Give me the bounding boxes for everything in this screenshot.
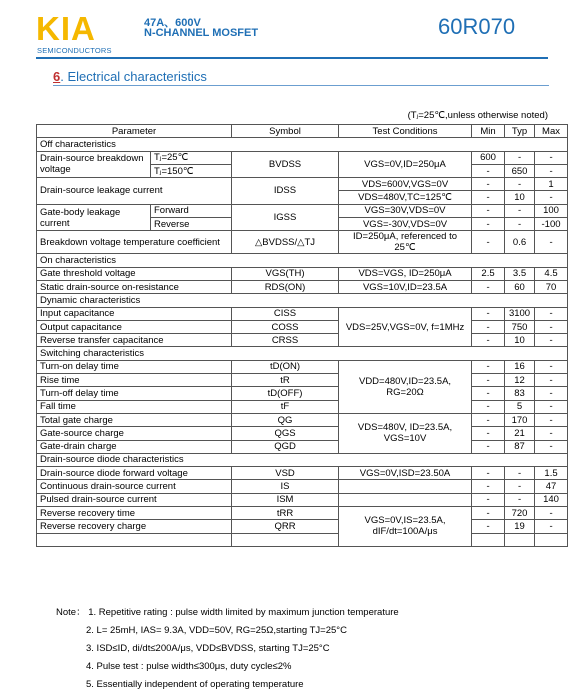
- max-value: -: [535, 427, 568, 440]
- note-item: [56, 640, 399, 658]
- min-value: -: [472, 334, 505, 347]
- param-name: Input capacitance: [37, 307, 232, 320]
- symbol: IS: [232, 480, 339, 493]
- electrical-characteristics-table: [36, 124, 568, 547]
- test-condition: VDS=480V,TC=125℃: [339, 191, 472, 204]
- table-row: [37, 427, 568, 440]
- symbol: QG: [232, 413, 339, 426]
- section-rule: [53, 85, 549, 86]
- max-value: -: [535, 307, 568, 320]
- min-value: -: [472, 178, 505, 191]
- max-value: -: [535, 334, 568, 347]
- min-value: -: [472, 413, 505, 426]
- typ-value: 750: [505, 320, 535, 333]
- col-header-parameter: Parameter: [37, 125, 232, 138]
- section-number: 6: [53, 69, 61, 84]
- table-row: [37, 204, 568, 217]
- typ-value: 170: [505, 413, 535, 426]
- table-row: [37, 440, 568, 453]
- table-row: [37, 307, 568, 320]
- param-name: Turn-off delay time: [37, 387, 232, 400]
- typ-value: 3100: [505, 307, 535, 320]
- test-condition: VGS=-30V,VDS=0V: [339, 218, 472, 231]
- empty-cell: [232, 533, 339, 546]
- section-row: [37, 347, 568, 360]
- symbol: QGS: [232, 427, 339, 440]
- section-row: [37, 254, 568, 267]
- typ-value: -: [505, 467, 535, 480]
- symbol: IDSS: [232, 178, 339, 205]
- param-name: Gate-source charge: [37, 427, 232, 440]
- typ-value: -: [505, 480, 535, 493]
- typ-value: 10: [505, 191, 535, 204]
- min-value: -: [472, 360, 505, 373]
- param-name: Static drain-source on-resistance: [37, 280, 232, 293]
- note-text: 5. Essentially independent of operating temperature: [86, 679, 304, 690]
- notes-block: [56, 604, 399, 694]
- min-value: 2.5: [472, 267, 505, 280]
- max-value: 1.5: [535, 467, 568, 480]
- typ-value: 60: [505, 280, 535, 293]
- symbol: CRSS: [232, 334, 339, 347]
- param-name: Gate-body leakage current: [37, 204, 151, 231]
- table-row: [37, 507, 568, 520]
- section-heading: [53, 69, 207, 84]
- symbol: QGD: [232, 440, 339, 453]
- max-value: -: [535, 320, 568, 333]
- col-header-symbol: Symbol: [232, 125, 339, 138]
- section-title: Off characteristics: [37, 138, 568, 151]
- max-value: 4.5: [535, 267, 568, 280]
- symbol: tF: [232, 400, 339, 413]
- test-condition: VGS=10V,ID=23.5A: [339, 280, 472, 293]
- section-title: Switching characteristics: [37, 347, 568, 360]
- typ-value: -: [505, 218, 535, 231]
- conditions-note: (Tⱼ=25℃,unless otherwise noted): [407, 110, 548, 121]
- param-name: Gate-drain charge: [37, 440, 232, 453]
- table-row: [37, 387, 568, 400]
- test-condition: VGS=0V,IS=23.5A, dIF/dt=100A/μs: [339, 507, 472, 547]
- sub-condition: Tⱼ=25℃: [151, 151, 232, 164]
- min-value: -: [472, 374, 505, 387]
- min-value: -: [472, 218, 505, 231]
- section-title: Dynamic characteristics: [37, 294, 568, 307]
- typ-value: -: [505, 204, 535, 217]
- table-row: [37, 320, 568, 333]
- part-number: 60R070: [438, 14, 516, 39]
- symbol: CISS: [232, 307, 339, 320]
- typ-value: 83: [505, 387, 535, 400]
- table-row: [37, 178, 568, 191]
- param-name: Continuous drain-source current: [37, 480, 232, 493]
- col-header-min: Min: [472, 125, 505, 138]
- symbol: COSS: [232, 320, 339, 333]
- blank-row: [37, 533, 568, 546]
- param-name: Drain-source breakdown voltage: [37, 151, 151, 178]
- min-value: -: [472, 307, 505, 320]
- col-header-typ: Typ: [505, 125, 535, 138]
- max-value: 100: [535, 204, 568, 217]
- min-value: -: [472, 280, 505, 293]
- table-row: [37, 400, 568, 413]
- param-name: Total gate charge: [37, 413, 232, 426]
- typ-value: -: [505, 151, 535, 164]
- symbol: tD(ON): [232, 360, 339, 373]
- symbol: VSD: [232, 467, 339, 480]
- note-text: 1. Repetitive rating : pulse width limited by maximum junction temperature: [88, 607, 399, 618]
- max-value: -: [535, 400, 568, 413]
- typ-value: 21: [505, 427, 535, 440]
- min-value: -: [472, 320, 505, 333]
- symbol: VGS(TH): [232, 267, 339, 280]
- section-title: . Electrical characteristics: [60, 69, 207, 84]
- symbol: ISM: [232, 493, 339, 506]
- param-name: Reverse recovery charge: [37, 520, 232, 533]
- test-condition: VGS=0V,ID=250μA: [339, 151, 472, 178]
- section-row: [37, 453, 568, 466]
- note-item: [56, 604, 399, 622]
- table-header-row: [37, 125, 568, 138]
- max-value: -: [535, 151, 568, 164]
- test-condition: VDS=480V, ID=23.5A, VGS=10V: [339, 413, 472, 453]
- note-item: [56, 622, 399, 640]
- table-row: [37, 480, 568, 493]
- symbol: tRR: [232, 507, 339, 520]
- test-condition: VGS=0V,ISD=23.50A: [339, 467, 472, 480]
- min-value: -: [472, 493, 505, 506]
- max-value: 140: [535, 493, 568, 506]
- section-title: Drain-source diode characteristics: [37, 453, 568, 466]
- test-condition: VDD=480V,ID=23.5A, RG=20Ω: [339, 360, 472, 413]
- kia-logo: KIA: [36, 10, 96, 47]
- min-value: -: [472, 507, 505, 520]
- param-name: Reverse transfer capacitance: [37, 334, 232, 347]
- col-header-test-conditions: Test Conditions: [339, 125, 472, 138]
- min-value: -: [472, 204, 505, 217]
- max-value: 1: [535, 178, 568, 191]
- param-name: Fall time: [37, 400, 232, 413]
- table-row: [37, 280, 568, 293]
- symbol: △BVDSS/△TJ: [232, 231, 339, 254]
- max-value: -: [535, 231, 568, 254]
- max-value: -: [535, 191, 568, 204]
- section-title: On characteristics: [37, 254, 568, 267]
- typ-value: 19: [505, 520, 535, 533]
- table-row: [37, 231, 568, 254]
- device-rating: 47A、600V: [144, 17, 201, 29]
- param-name: Drain-source diode forward voltage: [37, 467, 232, 480]
- max-value: -: [535, 360, 568, 373]
- param-name: Pulsed drain-source current: [37, 493, 232, 506]
- min-value: -: [472, 164, 505, 177]
- typ-value: 5: [505, 400, 535, 413]
- max-value: -: [535, 413, 568, 426]
- symbol: BVDSS: [232, 151, 339, 178]
- min-value: -: [472, 427, 505, 440]
- note-item: [56, 676, 399, 694]
- param-name: Reverse recovery time: [37, 507, 232, 520]
- max-value: -: [535, 507, 568, 520]
- logo-subtitle: SEMICONDUCTORS: [37, 46, 112, 55]
- table-row: [37, 374, 568, 387]
- max-value: -: [535, 164, 568, 177]
- table-row: [37, 520, 568, 533]
- table-row: [37, 267, 568, 280]
- empty-cell: [472, 533, 505, 546]
- min-value: -: [472, 480, 505, 493]
- symbol: QRR: [232, 520, 339, 533]
- sub-condition: Reverse: [151, 218, 232, 231]
- note-item: [56, 658, 399, 676]
- test-condition: VDS=VGS, ID=250μA: [339, 267, 472, 280]
- min-value: -: [472, 400, 505, 413]
- min-value: -: [472, 520, 505, 533]
- table-row: [37, 467, 568, 480]
- typ-value: 650: [505, 164, 535, 177]
- test-condition: [339, 480, 472, 493]
- max-value: -100: [535, 218, 568, 231]
- table-row: [37, 151, 568, 164]
- empty-cell: [535, 533, 568, 546]
- symbol: tD(OFF): [232, 387, 339, 400]
- note-label: Note：: [56, 607, 86, 618]
- max-value: 70: [535, 280, 568, 293]
- typ-value: 720: [505, 507, 535, 520]
- table-row: [37, 413, 568, 426]
- max-value: -: [535, 440, 568, 453]
- min-value: -: [472, 191, 505, 204]
- typ-value: 16: [505, 360, 535, 373]
- test-condition: [339, 493, 472, 506]
- typ-value: -: [505, 178, 535, 191]
- min-value: -: [472, 231, 505, 254]
- min-value: -: [472, 467, 505, 480]
- note-text: 2. L= 25mH, IAS= 9.3A, VDD=50V, RG=25Ω,starting TJ=25°C: [86, 625, 347, 636]
- param-name: Output capacitance: [37, 320, 232, 333]
- test-condition: VDS=600V,VGS=0V: [339, 178, 472, 191]
- typ-value: 12: [505, 374, 535, 387]
- min-value: 600: [472, 151, 505, 164]
- test-condition: VDS=25V,VGS=0V, f=1MHz: [339, 307, 472, 347]
- max-value: 47: [535, 480, 568, 493]
- typ-value: -: [505, 493, 535, 506]
- min-value: -: [472, 387, 505, 400]
- empty-cell: [37, 533, 232, 546]
- sub-condition: Forward: [151, 204, 232, 217]
- header-rule: [36, 57, 548, 59]
- device-type: N-CHANNEL MOSFET: [144, 27, 259, 39]
- symbol: tR: [232, 374, 339, 387]
- typ-value: 87: [505, 440, 535, 453]
- param-name: Gate threshold voltage: [37, 267, 232, 280]
- max-value: -: [535, 520, 568, 533]
- param-name: Breakdown voltage temperature coefficient: [37, 231, 232, 254]
- section-row: [37, 138, 568, 151]
- test-condition: ID=250μA, referenced to 25℃: [339, 231, 472, 254]
- typ-value: 10: [505, 334, 535, 347]
- param-name: Rise time: [37, 374, 232, 387]
- typ-value: 0.6: [505, 231, 535, 254]
- table-row: [37, 360, 568, 373]
- section-row: [37, 294, 568, 307]
- max-value: -: [535, 387, 568, 400]
- note-text: 4. Pulse test : pulse width≤300μs, duty cycle≤2%: [86, 661, 292, 672]
- symbol: RDS(ON): [232, 280, 339, 293]
- param-name: Turn-on delay time: [37, 360, 232, 373]
- table-row: [37, 493, 568, 506]
- table-row: [37, 334, 568, 347]
- note-text: 3. ISD≤ID, di/dt≤200A/μs, VDD≤BVDSS, starting TJ=25°C: [86, 643, 330, 654]
- min-value: -: [472, 440, 505, 453]
- test-condition: VGS=30V,VDS=0V: [339, 204, 472, 217]
- typ-value: 3.5: [505, 267, 535, 280]
- param-name: Drain-source leakage current: [37, 178, 232, 205]
- col-header-max: Max: [535, 125, 568, 138]
- sub-condition: Tⱼ=150℃: [151, 164, 232, 177]
- empty-cell: [505, 533, 535, 546]
- max-value: -: [535, 374, 568, 387]
- symbol: IGSS: [232, 204, 339, 231]
